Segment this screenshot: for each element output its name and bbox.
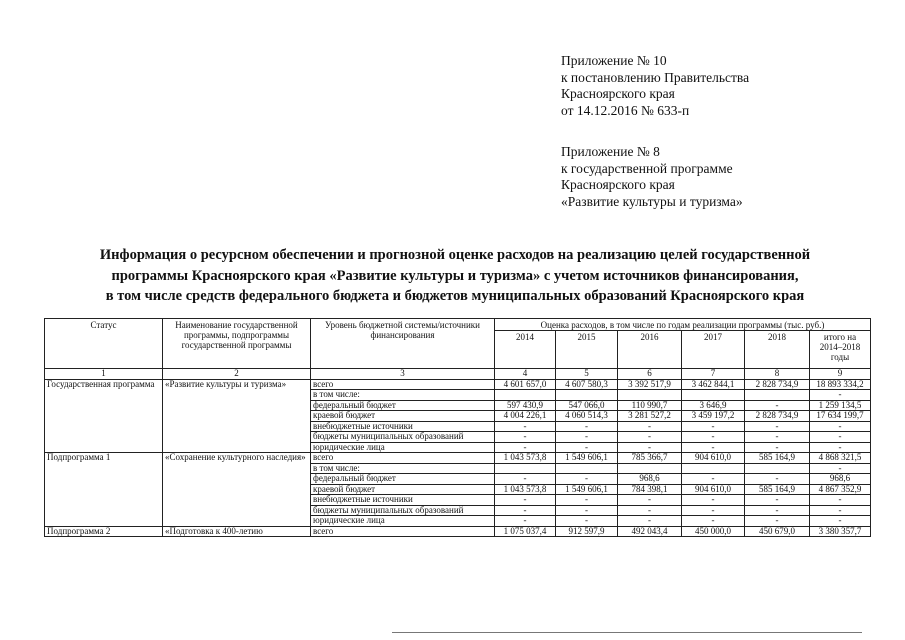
row-value: [618, 463, 682, 474]
row-value: -: [556, 495, 618, 506]
row-funding-level: федеральный бюджет: [311, 400, 495, 411]
row-value: -: [745, 495, 810, 506]
row-value: -: [495, 474, 556, 485]
row-value: 1 549 606,1: [556, 484, 618, 495]
row-value: -: [618, 516, 682, 527]
document-title: [40, 245, 870, 307]
title-line: Информация о ресурсном обеспечении и прогнозной оценке расходов на реализацию целей государственной: [99, 247, 811, 263]
row-value: 3 459 197,2: [682, 411, 745, 422]
row-funding-level: всего: [311, 453, 495, 464]
appendix-line: Красноярского края: [561, 177, 675, 192]
title-line: в том числе средств федерального бюджета и бюджетов муниципальных образований Красноярского края: [105, 288, 805, 304]
column-number: 3: [311, 369, 495, 380]
header-estimate: Оценка расходов, в том числе по годам реализации программы (тыс. руб.): [495, 319, 871, 331]
header-level: Уровень бюджетной системы/источники финансирования: [311, 319, 495, 369]
row-funding-level: внебюджетные источники: [311, 421, 495, 432]
row-status: Подпрограмма 2: [45, 526, 163, 537]
row-value: 17 634 199,7: [810, 411, 871, 422]
appendix-line: к государственной программе: [561, 160, 733, 176]
row-value: -: [618, 495, 682, 506]
row-value: -: [556, 442, 618, 453]
row-value: [745, 463, 810, 474]
row-value: -: [495, 505, 556, 516]
appendix-line: от 14.12.2016 № 633-п: [561, 102, 690, 118]
row-value: 4 867 352,9: [810, 484, 871, 495]
row-value: 3 462 844,1: [682, 379, 745, 390]
appendix-line: Красноярского края: [561, 86, 675, 101]
row-funding-level: бюджеты муниципальных образований: [311, 505, 495, 516]
row-funding-level: юридические лица: [311, 516, 495, 527]
row-status: Подпрограмма 1: [45, 453, 163, 527]
row-value: 450 679,0: [745, 526, 810, 537]
row-value: -: [495, 421, 556, 432]
row-value: 492 043,4: [618, 526, 682, 537]
row-value: -: [618, 442, 682, 453]
row-value: 904 610,0: [682, 484, 745, 495]
row-funding-level: в том числе:: [311, 463, 495, 474]
row-value: -: [810, 495, 871, 506]
appendix-line: Приложение № 10: [561, 53, 667, 68]
row-value: -: [556, 505, 618, 516]
row-value: 3 281 527,2: [618, 411, 682, 422]
row-funding-level: внебюджетные источники: [311, 495, 495, 506]
row-value: -: [682, 474, 745, 485]
row-value: 547 066,0: [556, 400, 618, 411]
row-value: 3 392 517,9: [618, 379, 682, 390]
row-value: 4 060 514,3: [556, 411, 618, 422]
row-value: [495, 463, 556, 474]
table-row: [45, 379, 871, 390]
page-edge-line: [392, 632, 862, 633]
row-program-name: «Сохранение культурного наследия»: [163, 453, 311, 527]
row-value: 2 828 734,9: [745, 411, 810, 422]
row-funding-level: всего: [311, 526, 495, 537]
appendix-line: к постановлению Правительства: [561, 69, 750, 85]
row-value: 585 164,9: [745, 484, 810, 495]
appendix-block-program: [561, 144, 743, 210]
header-year-2017: 2017: [682, 331, 745, 369]
row-value: 585 164,9: [745, 453, 810, 464]
row-value: -: [745, 516, 810, 527]
row-value: -: [745, 432, 810, 443]
row-status: Государственная программа: [45, 379, 163, 453]
row-value: 4 607 580,3: [556, 379, 618, 390]
row-value: 785 366,7: [618, 453, 682, 464]
row-value: 904 610,0: [682, 453, 745, 464]
row-value: -: [810, 390, 871, 401]
row-value: -: [618, 505, 682, 516]
row-value: 968,6: [618, 474, 682, 485]
column-number: 4: [495, 369, 556, 380]
row-value: 784 398,1: [618, 484, 682, 495]
row-value: -: [618, 432, 682, 443]
appendix-line: «Развитие культуры и туризма»: [561, 193, 743, 209]
row-value: -: [810, 516, 871, 527]
column-number: 6: [618, 369, 682, 380]
row-value: -: [495, 495, 556, 506]
row-value: [556, 390, 618, 401]
row-value: 4 868 321,5: [810, 453, 871, 464]
row-value: 4 004 226,1: [495, 411, 556, 422]
header-year-2014: 2014: [495, 331, 556, 369]
row-value: [495, 390, 556, 401]
column-number: 7: [682, 369, 745, 380]
row-funding-level: юридические лица: [311, 442, 495, 453]
row-value: -: [682, 442, 745, 453]
row-value: 968,6: [810, 474, 871, 485]
column-number-row: [45, 369, 871, 380]
row-value: 912 597,9: [556, 526, 618, 537]
row-value: 3 380 357,7: [810, 526, 871, 537]
column-number: 5: [556, 369, 618, 380]
column-number: 8: [745, 369, 810, 380]
row-value: -: [495, 516, 556, 527]
row-value: 1 043 573,8: [495, 484, 556, 495]
row-value: 1 043 573,8: [495, 453, 556, 464]
row-program-name: «Подготовка к 400-летию: [163, 526, 311, 537]
row-value: -: [745, 421, 810, 432]
row-value: [745, 390, 810, 401]
row-value: -: [810, 421, 871, 432]
row-funding-level: в том числе:: [311, 390, 495, 401]
table-row: [45, 526, 871, 537]
row-value: [682, 390, 745, 401]
row-value: -: [810, 432, 871, 443]
row-value: -: [745, 442, 810, 453]
header-status: Статус: [45, 319, 163, 369]
row-value: [618, 390, 682, 401]
row-value: -: [745, 474, 810, 485]
row-value: 18 893 334,2: [810, 379, 871, 390]
row-funding-level: федеральный бюджет: [311, 474, 495, 485]
column-number: 1: [45, 369, 163, 380]
row-value: 2 828 734,9: [745, 379, 810, 390]
row-program-name: «Развитие культуры и туризма»: [163, 379, 311, 453]
appendix-block-resolution: [561, 53, 749, 119]
row-funding-level: всего: [311, 379, 495, 390]
header-year-2016: 2016: [618, 331, 682, 369]
row-value: [682, 463, 745, 474]
row-value: -: [495, 442, 556, 453]
row-value: -: [682, 505, 745, 516]
row-value: -: [556, 421, 618, 432]
row-value: -: [682, 516, 745, 527]
header-total: итого на 2014–2018 годы: [810, 331, 871, 369]
title-line: программы Красноярского края «Развитие культуры и туризма» с учетом источников финансирования,: [111, 267, 799, 284]
row-value: -: [556, 474, 618, 485]
row-value: 110 990,7: [618, 400, 682, 411]
row-value: 597 430,9: [495, 400, 556, 411]
row-value: 3 646,9: [682, 400, 745, 411]
row-value: -: [810, 505, 871, 516]
row-value: -: [682, 421, 745, 432]
row-value: -: [495, 432, 556, 443]
row-value: 450 000,0: [682, 526, 745, 537]
row-value: -: [618, 421, 682, 432]
row-value: [556, 463, 618, 474]
row-value: 1 259 134,5: [810, 400, 871, 411]
row-funding-level: бюджеты муниципальных образований: [311, 432, 495, 443]
appendix-line: Приложение № 8: [561, 144, 660, 159]
column-number: 2: [163, 369, 311, 380]
column-number: 9: [810, 369, 871, 380]
row-value: -: [810, 463, 871, 474]
row-value: 1 549 606,1: [556, 453, 618, 464]
row-value: 4 601 657,0: [495, 379, 556, 390]
row-funding-level: краевой бюджет: [311, 484, 495, 495]
header-year-2018: 2018: [745, 331, 810, 369]
row-value: -: [810, 442, 871, 453]
row-value: -: [556, 516, 618, 527]
row-value: -: [556, 432, 618, 443]
header-year-2015: 2015: [556, 331, 618, 369]
row-value: -: [682, 495, 745, 506]
row-value: -: [745, 505, 810, 516]
header-name: Наименование государственной программы, подпрограммы государственной программы: [163, 319, 311, 369]
row-value: 1 075 037,4: [495, 526, 556, 537]
funding-table: [44, 318, 871, 537]
row-value: -: [745, 400, 810, 411]
table-row: [45, 453, 871, 464]
row-value: -: [682, 432, 745, 443]
row-funding-level: краевой бюджет: [311, 411, 495, 422]
